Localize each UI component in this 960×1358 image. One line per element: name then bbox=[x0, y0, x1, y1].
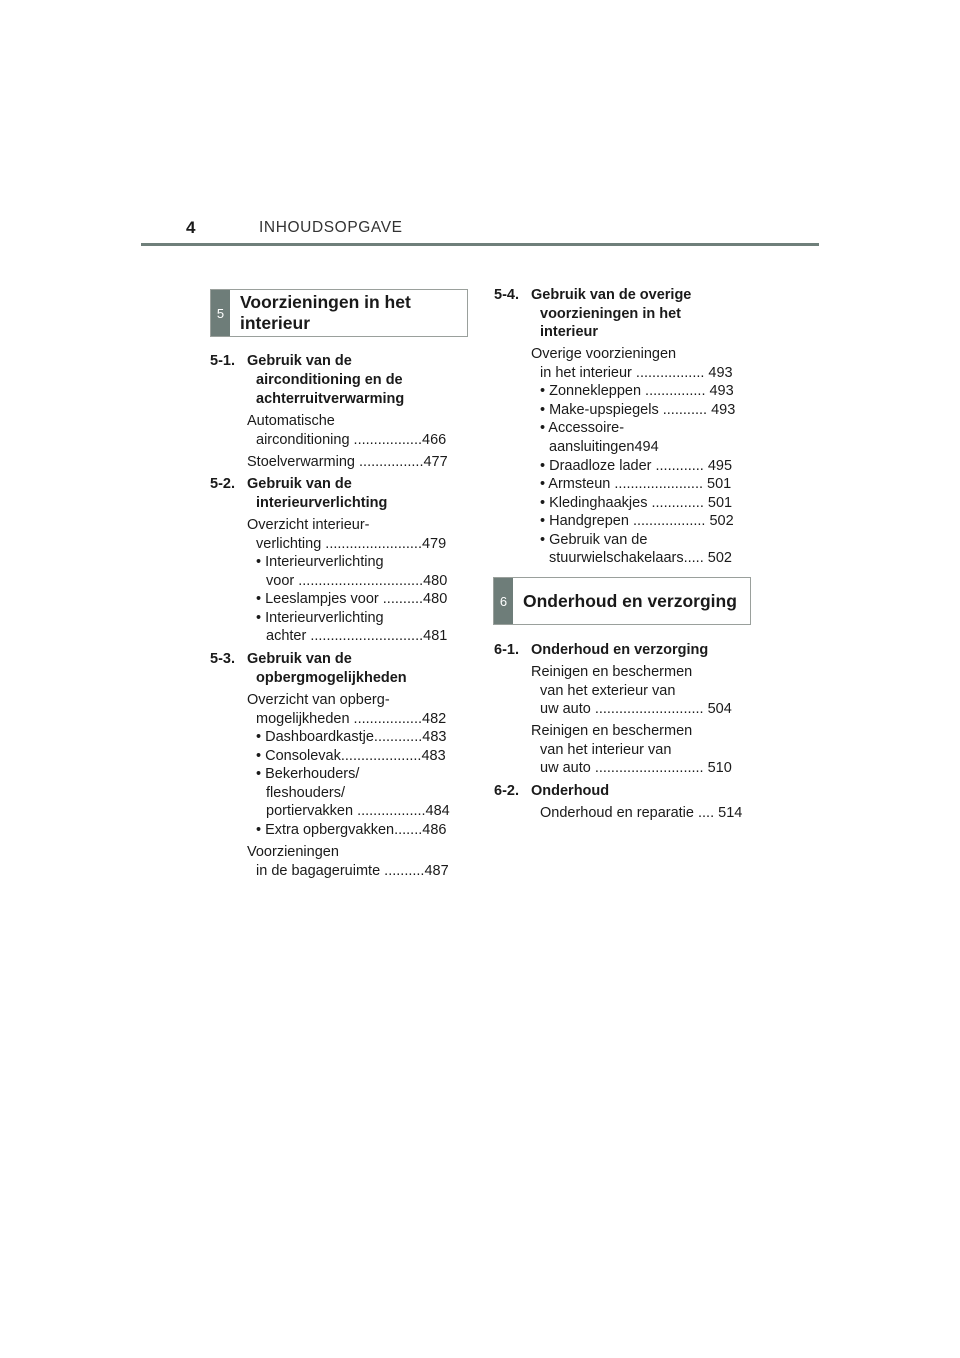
toc-entry-verlichting[interactable]: verlichting ........................479 bbox=[256, 536, 447, 552]
toc-5-4-heading-line1: Gebruik van de overige bbox=[531, 287, 692, 303]
toc-entry-interieurverlichting-voor[interactable]: • Interieurverlichting bbox=[256, 554, 384, 570]
section-6-title: Onderhoud en verzorging bbox=[523, 591, 737, 611]
toc-entry-airconditioning[interactable]: airconditioning .................466 bbox=[256, 432, 447, 448]
toc-entry-overige-voorzieningen[interactable]: Overige voorzieningen bbox=[531, 346, 677, 362]
toc-entry-handgrepen[interactable]: • Handgrepen .................. 502 bbox=[540, 513, 734, 529]
section-5-number-tab: 5 bbox=[211, 290, 230, 336]
toc-5-4-heading-line2: voorzieningen in het bbox=[540, 306, 681, 322]
toc-entry-automatische[interactable]: Automatische bbox=[247, 413, 335, 429]
toc-entry-dashboardkastje[interactable]: • Dashboardkastje............483 bbox=[256, 729, 447, 745]
toc-5-3-heading-line1: Gebruik van de bbox=[247, 651, 352, 667]
toc-5-1-heading-line3: achterruitverwarming bbox=[256, 391, 405, 407]
toc-entry-overzicht-interieur[interactable]: Overzicht interieur- bbox=[247, 517, 370, 533]
toc-entry-bagageruimte[interactable]: in de bagageruimte ..........487 bbox=[256, 863, 449, 879]
toc-entry-bekerhouders[interactable]: • Bekerhouders/ bbox=[256, 766, 360, 782]
toc-6-2-number: 6-2. bbox=[494, 783, 519, 799]
section-5-title-line1: Voorzieningen in het bbox=[240, 292, 411, 312]
toc-entry-gebruik-van-de[interactable]: • Gebruik van de bbox=[540, 532, 648, 548]
section-6-heading bbox=[493, 577, 751, 625]
header-rule bbox=[141, 243, 819, 246]
toc-entry-accessoire[interactable]: • Accessoire- bbox=[540, 420, 625, 436]
section-5-heading bbox=[210, 289, 468, 337]
page-number: 4 bbox=[186, 218, 196, 237]
toc-5-1-number: 5-1. bbox=[210, 353, 235, 369]
toc-entry-van-het-exterieur[interactable]: van het exterieur van bbox=[540, 683, 676, 699]
toc-entry-armsteun[interactable]: • Armsteun ...................... 501 bbox=[540, 476, 732, 492]
toc-entry-kledinghaakjes[interactable]: • Kledinghaakjes ............. 501 bbox=[540, 495, 733, 511]
toc-5-2-heading-line2: interieurverlichting bbox=[256, 495, 388, 511]
toc-entry-make-upspiegels[interactable]: • Make-upspiegels ........... 493 bbox=[540, 402, 736, 418]
toc-entry-achter-page[interactable]: achter ............................481 bbox=[266, 628, 448, 644]
toc-entry-leeslampjes[interactable]: • Leeslampjes voor ..........480 bbox=[256, 591, 448, 607]
toc-5-2-heading-line1: Gebruik van de bbox=[247, 476, 352, 492]
toc-5-2-number: 5-2. bbox=[210, 476, 235, 492]
toc-entry-interieurverlichting-achter[interactable]: • Interieurverlichting bbox=[256, 610, 384, 626]
toc-6-1-number: 6-1. bbox=[494, 642, 519, 658]
toc-entry-draadloze-lader[interactable]: • Draadloze lader ............ 495 bbox=[540, 458, 733, 474]
toc-entry-in-het-interieur[interactable]: in het interieur ................. 493 bbox=[540, 365, 733, 381]
section-5-title-line2: interieur bbox=[240, 313, 311, 333]
toc-entry-fleshouders[interactable]: fleshouders/ bbox=[266, 785, 345, 801]
toc-entry-zonnekleppen[interactable]: • Zonnekleppen ............... 493 bbox=[540, 383, 734, 399]
toc-entry-consolevak[interactable]: • Consolevak....................483 bbox=[256, 748, 446, 764]
toc-entry-extra-opbergvakken[interactable]: • Extra opbergvakken.......486 bbox=[256, 822, 447, 838]
toc-entry-uw-auto-504[interactable]: uw auto ........................... 504 bbox=[540, 701, 732, 717]
toc-6-1-heading: Onderhoud en verzorging bbox=[531, 642, 709, 658]
toc-entry-reinigen-exterieur[interactable]: Reinigen en beschermen bbox=[531, 664, 693, 680]
toc-entry-overzicht-opberg[interactable]: Overzicht van opberg- bbox=[247, 692, 390, 708]
toc-entry-uw-auto-510[interactable]: uw auto ........................... 510 bbox=[540, 760, 732, 776]
toc-5-1-heading-line2: airconditioning en de bbox=[256, 372, 403, 388]
toc-5-3-heading-line2: opbergmogelijkheden bbox=[256, 670, 407, 686]
toc-entry-reinigen-interieur[interactable]: Reinigen en beschermen bbox=[531, 723, 693, 739]
toc-entry-voor-page[interactable]: voor ...............................480 bbox=[266, 573, 448, 589]
toc-entry-portiervakken[interactable]: portiervakken .................484 bbox=[266, 803, 450, 819]
section-6-number-tab: 6 bbox=[494, 578, 513, 624]
toc-5-4-number: 5-4. bbox=[494, 287, 519, 303]
toc-5-4-heading-line3: interieur bbox=[540, 324, 599, 340]
toc-entry-stoelverwarming[interactable]: Stoelverwarming ................477 bbox=[247, 454, 448, 470]
toc-entry-mogelijkheden[interactable]: mogelijkheden .................482 bbox=[256, 711, 447, 727]
page-header-title: INHOUDSOPGAVE bbox=[259, 219, 403, 236]
toc-entry-stuurwielschakelaars[interactable]: stuurwielschakelaars..... 502 bbox=[549, 550, 732, 566]
toc-5-3-number: 5-3. bbox=[210, 651, 235, 667]
toc-entry-van-het-interieur[interactable]: van het interieur van bbox=[540, 742, 672, 758]
toc-5-1-heading-line1: Gebruik van de bbox=[247, 353, 352, 369]
toc-entry-aansluitingen[interactable]: aansluitingen494 bbox=[549, 439, 659, 455]
toc-entry-onderhoud-reparatie[interactable]: Onderhoud en reparatie .... 514 bbox=[540, 805, 743, 821]
toc-entry-voorzieningen[interactable]: Voorzieningen bbox=[247, 844, 339, 860]
toc-6-2-heading: Onderhoud bbox=[531, 783, 610, 799]
